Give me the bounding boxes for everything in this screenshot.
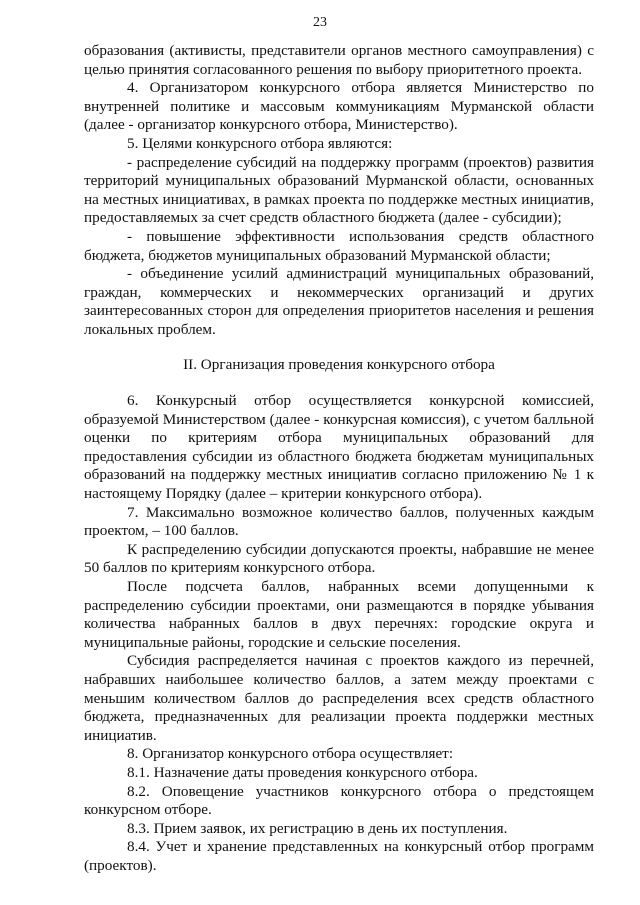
paragraph: 8.2. Оповещение участников конкурсного отбора о предстоящем конкурсном отборе. [84,782,594,819]
list-item: - объединение усилий администраций муниципальных образований, граждан, коммерческих и некоммерческих организаций и других заинтересованных сторон для определения приоритетов населения и решения локальных проблем. [84,265,594,338]
paragraph: 6. Конкурсный отбор осуществляется конкурсной комиссией, образуемой Министерством (далее - конкурсная комиссия), с учетом балльной оценки по критериям отбора муниципальных образований для предоставления субсидии из областного бюджета бюджетам муниципальных образований на поддержку местных инициатив согласно приложению № 1 к настоящему Порядку (далее – критерии конкурсного отбора). [84,392,594,503]
paragraph: 8.4. Учет и хранение представленных на конкурсный отбор программ (проектов). [84,838,594,874]
paragraph: Субсидия распределяется начиная с проектов каждого из перечней, набравших наибольшее количество баллов, а затем между проектами с меньшим количеством баллов до распределения всех средств областного бюджета, предназначенных для реализации проекта поддержки местных инициатив. [84,652,594,744]
paragraph: 8. Организатор конкурсного отбора осуществляет: [127,745,454,763]
page-number: 23 [313,15,327,30]
paragraph: После подсчета баллов, набранных всеми допущенными к распределению субсидии проектами, они размещаются в порядке убывания количества набранных баллов в двух перечнях: городские округа и муниципальные районы, городские и сельские поселения. [84,578,594,651]
paragraph: 4. Организатором конкурсного отбора является Министерство по внутренней политике и массовым коммуникациям Мурманской области (далее - организатор конкурсного отбора, Министерство). [84,79,594,134]
list-item: - повышение эффективности использования средств областного бюджета, бюджетов муниципальных образований Мурманской области; [84,227,594,264]
paragraph: К распределению субсидии допускаются проекты, набравшие не менее 50 баллов по критериям конкурсного отбора. [84,540,594,577]
paragraph: 8.1. Назначение даты проведения конкурсного отбора. [127,763,478,781]
paragraph: 8.3. Прием заявок, их регистрацию в день их поступления. [127,819,508,837]
paragraph: 7. Максимально возможное количество баллов, полученных каждым проектом, – 100 баллов. [84,503,594,540]
paragraph: 5. Целями конкурсного отбора являются: [127,134,393,152]
list-item: - распределение субсидий на поддержку программ (проектов) развития территорий муниципальных образований Мурманской области, основанных на местных инициативах, в рамках проекта по поддержке местных инициатив, предоставляемых за счет средств областного бюджета (далее - субсидии); [84,153,594,227]
paragraph: образования (активисты, представители органов местного самоуправления) с целью принятия согласованного решения по выбору приоритетного проекта. [84,42,594,78]
document-body [84,42,594,876]
section-heading: II. Организация проведения конкурсного отбора [183,355,495,373]
